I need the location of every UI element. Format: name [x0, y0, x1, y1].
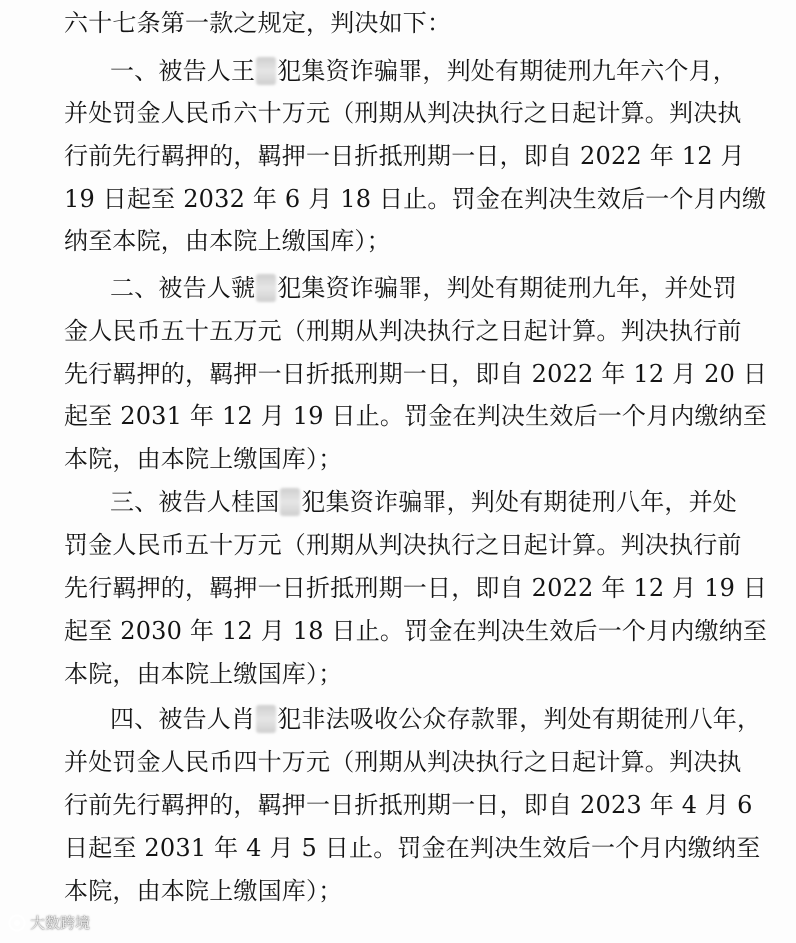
line-text: 先行羁押的，羁押一日折抵刑期一日，即自 2022 年 12 月 20 日 [64, 360, 768, 388]
redacted-name [280, 488, 300, 516]
text-line-14 [64, 573, 768, 603]
text-line-19 [64, 790, 764, 820]
line-text: 犯非法吸收公众存款罪，判处有期徒刑八年， [277, 705, 762, 733]
line-text: 起至 2030 年 12 月 18 日止。罚金在判决生效后一个月内缴纳至 [64, 617, 768, 645]
line-text: 犯集资诈骗罪，判处有期徒刑九年六个月， [277, 57, 738, 85]
line-text: 纳至本院，由本院上缴国库）； [64, 227, 391, 255]
text-line-7 [110, 273, 796, 303]
redacted-name [256, 705, 276, 733]
text-line-18 [64, 747, 764, 777]
line-text: 并处罚金人民币四十万元（刑期从判决执行之日起计算。判决执 [64, 748, 742, 776]
redacted-name [256, 274, 276, 302]
text-line-12 [110, 487, 796, 517]
line-text: 二、被告人虢 [110, 274, 256, 302]
text-line-13 [64, 530, 764, 560]
line-text: 先行羁押的，羁押一日折抵刑期一日，即自 2022 年 12 月 19 日 [64, 574, 768, 602]
brand-logo-icon [8, 914, 26, 932]
text-line-9 [64, 359, 768, 389]
line-text: 19 日起至 2032 年 6 月 18 日止。罚金在判决生效后一个月内缴 [64, 185, 767, 213]
line-text: 本院，由本院上缴国库）； [64, 877, 343, 905]
line-text: 三、被告人桂国 [110, 488, 280, 516]
line-text: 犯集资诈骗罪，判处有期徒刑八年，并处 [301, 488, 738, 516]
text-line-16 [64, 659, 764, 689]
watermark [8, 912, 90, 933]
text-line-17 [110, 704, 796, 734]
text-line-21 [64, 876, 764, 906]
text-line-5 [64, 184, 767, 214]
text-line-11 [64, 444, 764, 474]
line-text: 罚金人民币五十万元（刑期从判决执行之日起计算。判决执行前 [64, 531, 742, 559]
text-line-6 [64, 226, 764, 256]
line-text: 一、被告人王 [110, 57, 256, 85]
text-line-2 [110, 56, 796, 86]
watermark-text: 大数跨境 [30, 914, 91, 932]
text-line-10 [64, 401, 768, 431]
text-line-1 [64, 8, 764, 38]
line-text: 行前先行羁押的，羁押一日折抵刑期一日，即自 2023 年 4 月 6 [64, 791, 753, 819]
redacted-name [256, 57, 276, 85]
text-line-15 [64, 616, 768, 646]
line-text: 犯集资诈骗罪，判处有期徒刑九年，并处罚 [277, 274, 738, 302]
line-text: 本院，由本院上缴国库）； [64, 445, 343, 473]
line-text: 四、被告人肖 [110, 705, 256, 733]
text-line-4 [64, 141, 764, 171]
line-text: 金人民币五十五万元（刑期从判决执行之日起计算。判决执行前 [64, 317, 742, 345]
line-text: 起至 2031 年 12 月 19 日止。罚金在判决生效后一个月内缴纳至 [64, 402, 768, 430]
text-line-8 [64, 316, 764, 346]
line-text: 行前先行羁押的，羁押一日折抵刑期一日，即自 2022 年 12 月 [64, 142, 745, 170]
line-text: 六十七条第一款之规定，判决如下： [64, 9, 452, 37]
text-line-20 [64, 833, 764, 863]
line-text: 并处罚金人民币六十万元（刑期从判决执行之日起计算。判决执 [64, 99, 742, 127]
line-text: 本院，由本院上缴国库）； [64, 660, 343, 688]
line-text: 日起至 2031 年 4 月 5 日止。罚金在判决生效后一个月内缴纳至 [64, 834, 761, 862]
text-line-3 [64, 98, 764, 128]
